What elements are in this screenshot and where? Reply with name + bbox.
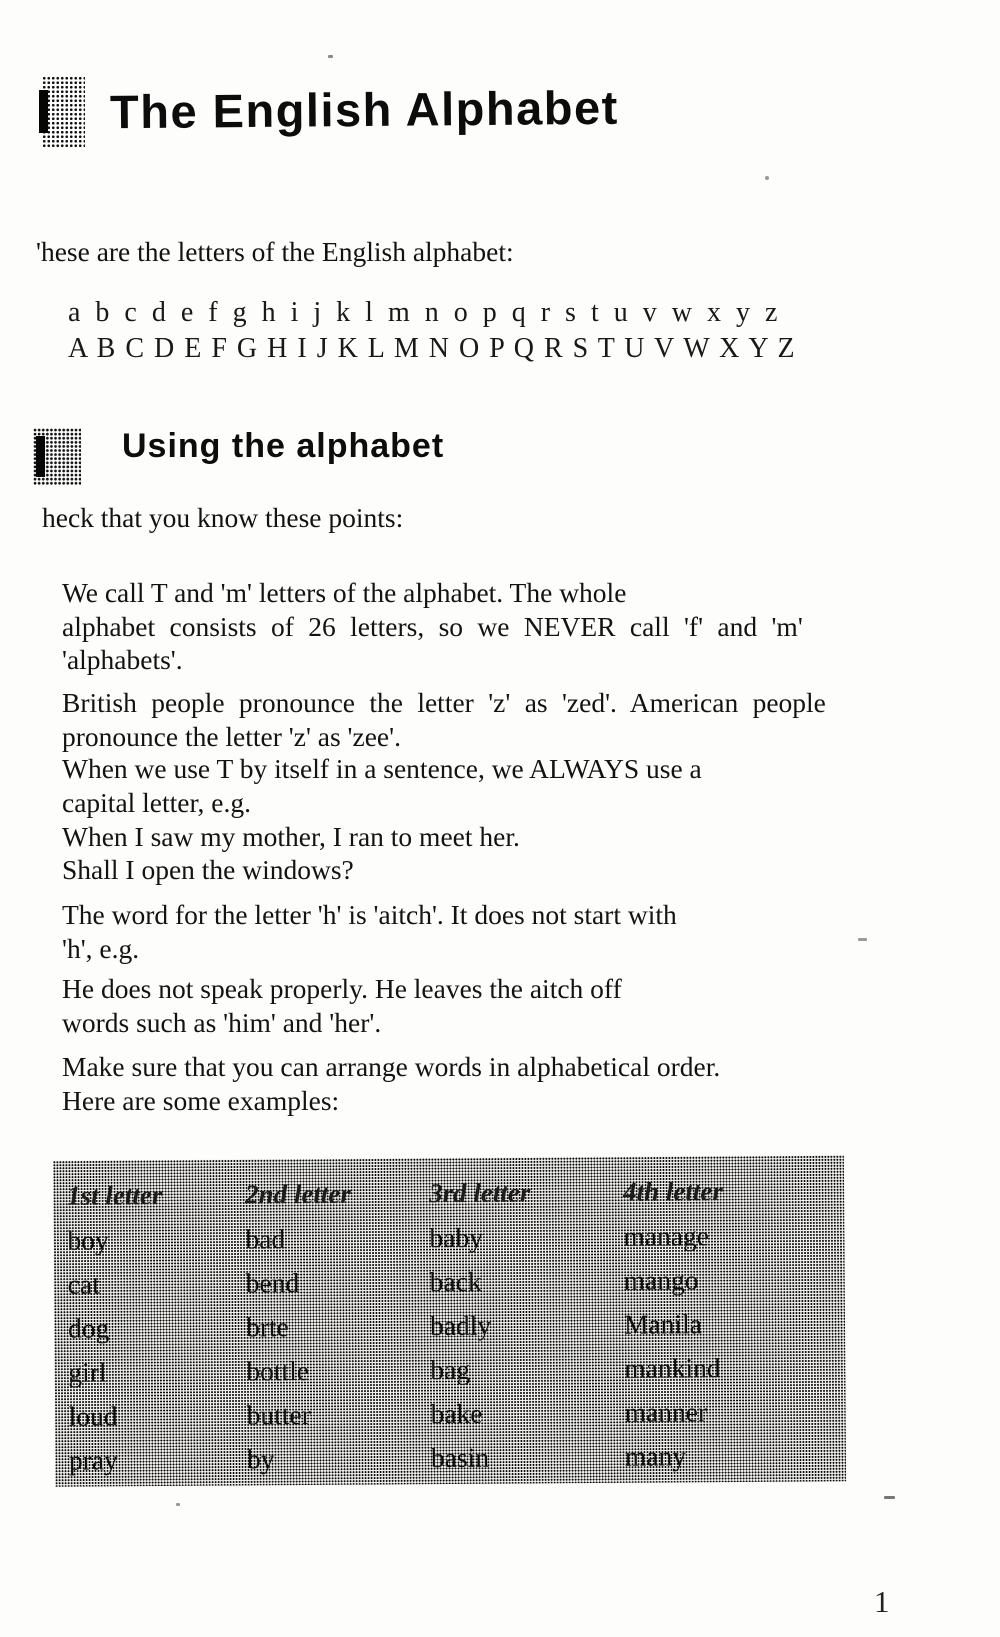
point-line: alphabet consists of 26 letters, so we NEVER call 'f' and 'm' xyxy=(62,610,803,642)
page-title: The English Alphabet xyxy=(109,80,619,139)
table-row xyxy=(69,1433,846,1482)
table-cell: butter xyxy=(246,1398,311,1431)
scan-speck xyxy=(328,55,333,58)
table-cell: pray xyxy=(68,1444,118,1476)
point-paragraph xyxy=(62,853,892,887)
intro-lead: 'hese are the letters of the English alphabet: xyxy=(36,236,514,267)
point-paragraph xyxy=(62,1050,892,1117)
point-line: Here are some examples: xyxy=(62,1084,340,1116)
table-row xyxy=(69,1389,846,1438)
table-cell: bottle xyxy=(246,1354,310,1387)
section-heading: Using the alphabet xyxy=(122,427,445,465)
table-cell: mango xyxy=(623,1264,699,1296)
table-header-cell: 2nd letter xyxy=(245,1178,351,1209)
table-cell: manage xyxy=(623,1220,710,1252)
uppercase-alphabet: A B C D E F G H I J K L M N O P Q R S T U V W X Y Z xyxy=(68,333,796,364)
point-line: 'alphabets'. xyxy=(62,644,183,675)
point-paragraph xyxy=(62,752,892,819)
chapter-number-box xyxy=(42,76,85,147)
point-line: pronounce the letter 'z' as 'zee'. xyxy=(62,720,401,752)
table-header-row xyxy=(67,1167,844,1218)
point-line: British people pronounce the letter 'z' as 'zed'. American people xyxy=(62,687,826,718)
table-cell: bend xyxy=(245,1267,300,1299)
scan-speck xyxy=(176,1503,180,1506)
table-cell: many xyxy=(624,1440,687,1472)
table-cell: mankind xyxy=(624,1352,721,1384)
table-row xyxy=(68,1345,845,1394)
table-cell: cat xyxy=(67,1268,100,1300)
point-paragraph xyxy=(62,820,892,854)
table-cell: loud xyxy=(68,1400,118,1432)
point-line: We call T and 'm' letters of the alphabet. The whole xyxy=(62,577,627,608)
scan-speck xyxy=(765,176,769,180)
point-paragraph xyxy=(62,576,892,677)
table-cell: girl xyxy=(68,1356,107,1388)
point-line: Make sure that you can arrange words in alphabetical order. xyxy=(62,1051,721,1082)
point-line: capital letter, e.g. xyxy=(62,786,252,818)
table-header-cell: 4th letter xyxy=(622,1175,723,1207)
table-cell: bad xyxy=(245,1223,286,1255)
section-number-mark xyxy=(36,436,45,477)
point-paragraph xyxy=(62,898,892,965)
point-line: When we use T by itself in a sentence, we ALWAYS use a xyxy=(62,753,702,784)
table-row xyxy=(68,1301,845,1350)
table-header-cell: 3rd letter xyxy=(428,1176,531,1208)
table-cell: back xyxy=(429,1265,482,1298)
point-paragraph xyxy=(62,686,892,753)
point-line: The word for the letter 'h' is 'aitch'. It does not start with xyxy=(62,899,677,930)
chapter-number-mark xyxy=(39,90,48,133)
page-number: 1 xyxy=(874,1584,890,1619)
table-cell: manner xyxy=(624,1396,708,1428)
section-lead: heck that you know these points: xyxy=(42,502,404,533)
scan-speck xyxy=(884,1496,895,1499)
point-line: Shall I open the windows? xyxy=(62,854,354,885)
lowercase-alphabet: a b c d e f g h i j k l m n o p q r s t u v w x y z xyxy=(68,297,778,328)
point-paragraph xyxy=(62,972,892,1039)
examples-table xyxy=(53,1155,846,1487)
point-line: words such as 'him' and 'her'. xyxy=(62,1006,382,1038)
table-cell: dog xyxy=(67,1312,110,1344)
table-cell: by xyxy=(246,1443,275,1475)
table-cell: baby xyxy=(429,1221,483,1254)
point-line: He does not speak properly. He leaves the aitch off xyxy=(62,973,622,1004)
table-cell: bake xyxy=(430,1397,483,1430)
scan-speck xyxy=(858,938,867,941)
table-cell: badly xyxy=(429,1309,492,1342)
table-cell: boy xyxy=(67,1224,109,1256)
table-cell: Manila xyxy=(623,1308,703,1340)
table-header-cell: 1st letter xyxy=(67,1179,163,1211)
point-line: 'h', e.g. xyxy=(62,932,140,964)
table-row xyxy=(68,1257,845,1306)
point-line: When I saw my mother, I ran to meet her. xyxy=(62,821,520,852)
table-cell: bag xyxy=(430,1353,471,1386)
table-row xyxy=(67,1213,844,1262)
table-cell: brte xyxy=(245,1311,289,1343)
section-number-box xyxy=(33,428,81,485)
table-cell: basin xyxy=(430,1441,490,1474)
